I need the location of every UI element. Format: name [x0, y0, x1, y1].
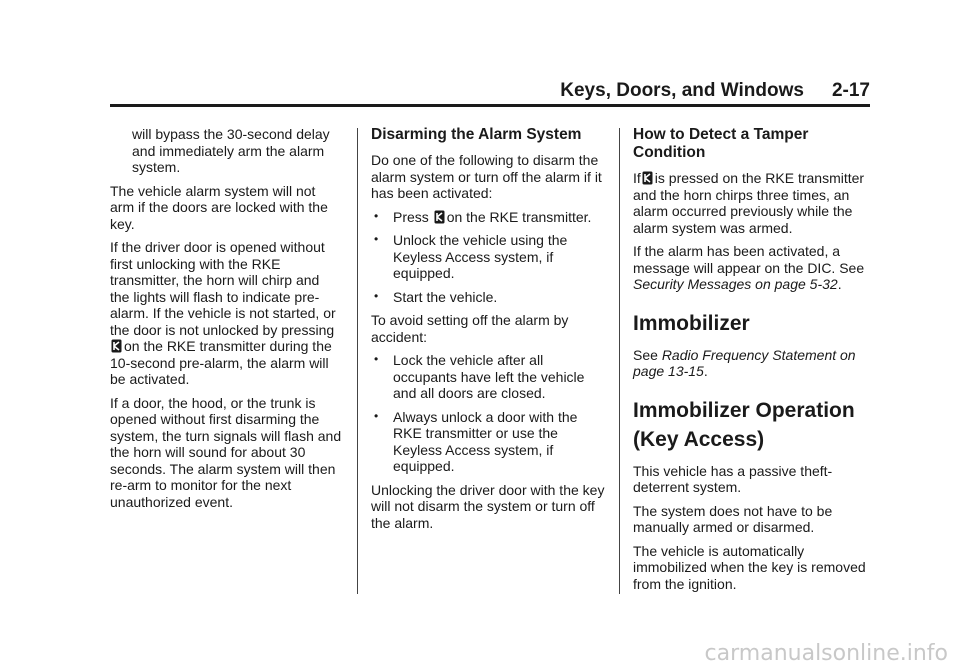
- paragraph: The vehicle is automatically immobilized when the key is removed from the ignition.: [633, 542, 866, 592]
- paragraph: This vehicle has a passive theft-deterrent system.: [633, 462, 833, 495]
- bullet-icon: •: [374, 288, 379, 303]
- list-item: • Lock the vehicle after all occupants have left the vehicle and all doors are closed.: [374, 352, 585, 401]
- rke-unlock-icon: [111, 339, 122, 353]
- list-item: • Unlock the vehicle using the Keyless Access system, if equipped.: [374, 232, 568, 281]
- paragraph: If the alarm has been activated, a message will appear on the DIC. See Security Messages on page 5-32.: [633, 243, 865, 292]
- paragraph: If the driver door is opened without first unlocking with the RKE transmitter, the horn will chirp and the lights will flash to indicate pre-alarm. If the vehicle is not started, or the door is not unlocked by pressing on the RKE transmitter during the 10-second pre-alarm, the alarm will be activated.: [110, 239, 336, 387]
- column-divider: [619, 128, 620, 594]
- paragraph: To avoid setting off the alarm by accident:: [371, 312, 569, 345]
- section-heading: Disarming the Alarm System: [371, 126, 582, 143]
- page-number: 2-17: [831, 80, 870, 101]
- list-item: • Always unlock a door with the RKE transmitter or use the Keyless Access system, if equipped.: [374, 408, 578, 474]
- section-title: Keys, Doors, and Windows: [560, 80, 804, 101]
- disarm-list: [371, 209, 607, 306]
- paragraph: See Radio Frequency Statement on page 13-15.: [633, 346, 856, 379]
- bullet-icon: •: [374, 232, 379, 246]
- paragraph: will bypass the 30-second delay and immediately arm the alarm system.: [132, 126, 330, 175]
- bullet-icon: •: [374, 408, 379, 423]
- cross-reference-link[interactable]: Security Messages on page 5-32: [633, 276, 838, 292]
- watermark: carmanualsonline.info: [704, 641, 948, 666]
- paragraph: Do one of the following to disarm the alarm system or turn off the alarm if it has been activated:: [371, 152, 602, 201]
- list-item: • Start the vehicle.: [374, 288, 498, 305]
- bullet-icon: •: [374, 208, 379, 223]
- paragraph: If a door, the hood, or the trunk is opened without first disarming the system, the turn signals will flash and the horn will sound for about 30 seconds. The alarm system will then re-arm to monitor for the next unauthorized event.: [110, 394, 342, 510]
- rke-unlock-icon: [434, 210, 445, 224]
- paragraph: The system does not have to be manually armed or disarmed.: [633, 502, 833, 535]
- section-heading: How to Detect a Tamper Condition: [633, 126, 809, 161]
- rke-unlock-icon: [642, 171, 653, 185]
- column-divider: [357, 128, 358, 594]
- section-heading: Immobilizer Operation (Key Access): [633, 398, 855, 451]
- paragraph: If is pressed on the RKE transmitter and the horn chirps three times, an alarm occurred previously while the alarm system was armed.: [633, 170, 865, 236]
- avoid-list: [371, 352, 607, 475]
- header-rule: [110, 104, 870, 107]
- column-3: [633, 126, 873, 599]
- cross-reference-link[interactable]: Radio Frequency Statement on page 13-15: [633, 346, 856, 379]
- column-2: [371, 126, 607, 538]
- bullet-icon: •: [374, 352, 379, 366]
- column-1: [110, 126, 342, 517]
- page-header: [110, 80, 870, 102]
- section-heading: Immobilizer: [633, 311, 750, 335]
- paragraph: The vehicle alarm system will not arm if the doors are locked with the key.: [110, 182, 328, 232]
- paragraph: Unlocking the driver door with the key will not disarm the system or turn off the alarm.: [371, 481, 605, 531]
- list-item: • Press on the RKE transmitter.: [374, 208, 592, 225]
